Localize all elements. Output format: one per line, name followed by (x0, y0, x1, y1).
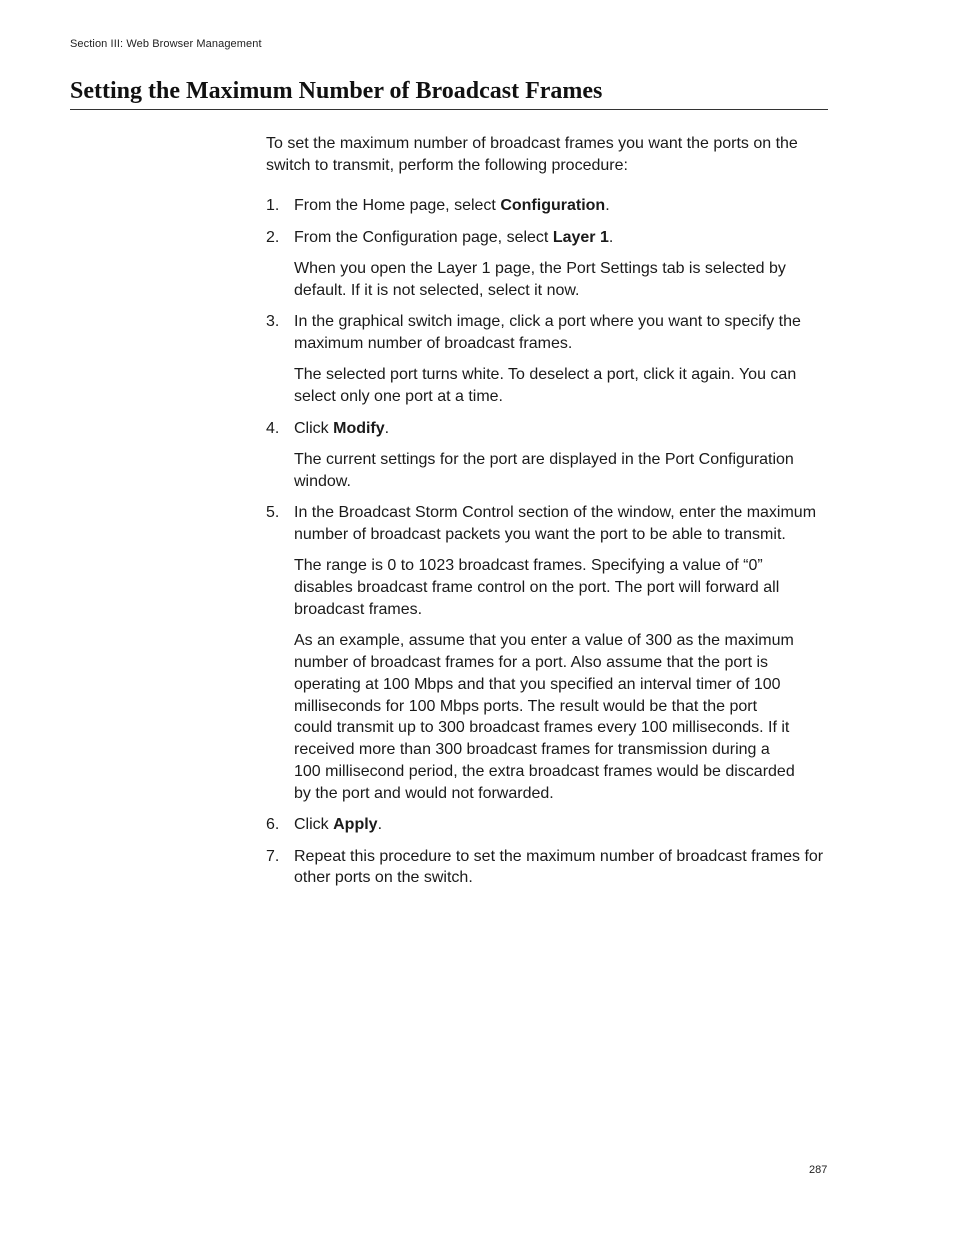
step-number: 3. (266, 313, 280, 331)
step-2: 2. From the Configuration page, select Layer 1. (266, 227, 828, 249)
step-text: Repeat this procedure to set the maximum number of broadcast frames for other ports on the switch. (294, 847, 824, 887)
button-reference-modify: Modify (333, 419, 385, 437)
step-text: From the Configuration page, select (294, 228, 553, 246)
intro-paragraph: To set the maximum number of broadcast frames you want the ports on the switch to transmit, perform the following procedure: (266, 135, 798, 174)
step-number: 2. (266, 228, 280, 246)
body-content (266, 133, 828, 899)
step-number: 6. (266, 816, 280, 834)
menu-reference-layer-1: Layer 1 (552, 228, 609, 246)
step-5-note-example: As an example, assume that you enter a value of 300 as the maximum number of broadcast frames for a port. Also assume that the port is operating at 100 Mbps and that you specified an interval timer of 100 milliseconds for 100 Mbps ports. The result would be that the port could transmit up to 300 broadcast frames every 100 milliseconds. If it received more than 300 broadcast frames for transmission during a 100 millisecond period, the extra broadcast frames would be discarded by the port and would not forwarded. (294, 632, 795, 802)
menu-reference-configuration: Configuration (500, 197, 606, 215)
page-number: 287 (809, 1164, 828, 1176)
step-5-note-range: The range is 0 to 1023 broadcast frames. Specifying a value of “0” disables broadcast frame control on the port. The port will forward all broadcast frames. (294, 557, 780, 618)
step-text: From the Home page, select (294, 197, 501, 215)
step-text: In the graphical switch image, click a port where you want to specify the maximum number of broadcast frames. (294, 313, 801, 352)
step-number: 5. (266, 504, 280, 522)
step-4-note: The current settings for the port are displayed in the Port Configuration window. (294, 450, 794, 490)
step-text: Click (294, 419, 334, 437)
step-2-note: When you open the Layer 1 page, the Port Settings tab is selected by default. If it is not selected, select it now. (294, 259, 786, 299)
step-6: 6. Click Apply. (266, 814, 828, 836)
step-3 (266, 311, 828, 355)
step-text: In the Broadcast Storm Control section of the window, enter the maximum number of broadcast packets you want the port to be able to transmit. (294, 504, 817, 543)
step-7 (266, 846, 828, 890)
step-number: 4. (266, 419, 280, 437)
button-reference-apply: Apply (333, 816, 378, 834)
step-4: 4. Click Modify. (266, 418, 828, 440)
running-header: Section III: Web Browser Management (70, 38, 262, 50)
step-3-note: The selected port turns white. To deselect a port, click it again. You can select only one port at a time. (294, 366, 797, 406)
page-title: Setting the Maximum Number of Broadcast Frames (70, 76, 828, 110)
step-5 (266, 502, 828, 546)
step-number: 7. (266, 847, 280, 865)
step-text: Click (294, 816, 334, 834)
step-number: 1. (266, 197, 280, 215)
step-1: 1. From the Home page, select Configuration. (266, 195, 828, 217)
